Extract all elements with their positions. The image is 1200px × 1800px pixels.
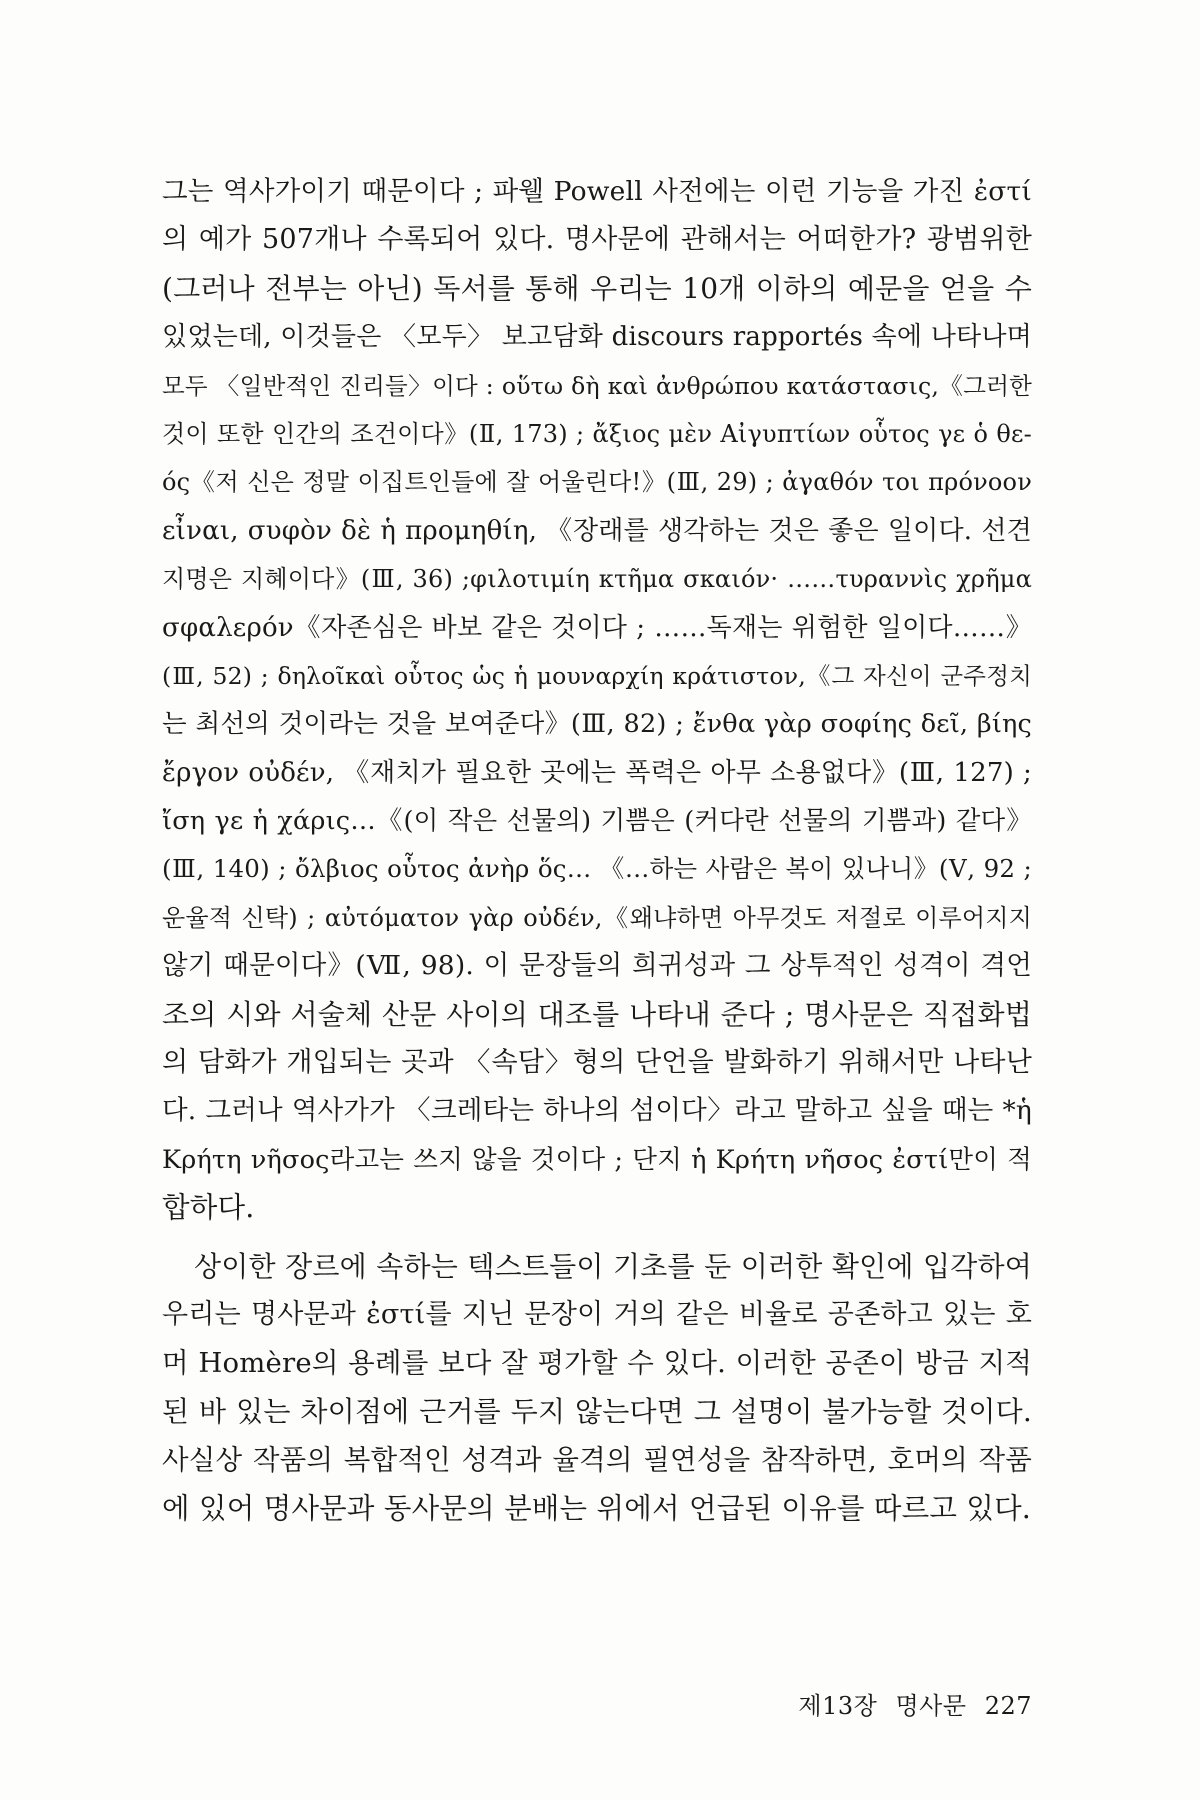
text-line: 모두 〈일반적인 진리들〉이다 : οὕτω δὴ καὶ ἀνθρώπου κατάστασις,《그러한 [162,371,1032,400]
text-line: 사실상 작품의 복합적인 성격과 율격의 필연성을 참작하면, 호머의 작품 [162,1444,1032,1477]
text-line: 의 담화가 개입되는 곳과 〈속담〉형의 단언을 발화하기 위해서만 나타난 [162,1047,1032,1079]
text-line: (그러나 전부는 아닌) 독서를 통해 우리는 10개 이하의 예문을 얻을 수 [162,271,1032,305]
text-line: ός《저 신은 정말 이집트인들에 잘 어울린다!》(Ⅲ, 29) ; ἀγαθόν τοι πρόνοον [162,468,1032,497]
text-line: 그는 역사가이기 때문이다 ; 파웰 Powell 사전에는 이런 기능을 가진 ἐστί [162,176,1032,207]
paragraph-gap [162,1233,1032,1243]
text-line: 된 바 있는 차이점에 근거를 두지 않는다면 그 설명이 불가능할 것이다. [162,1394,1032,1428]
text-line: 있었는데, 이것들은 〈모두〉 보고담화 discours rapportés 속에 나타나며 [162,322,1032,353]
page-number: 227 [984,1692,1032,1720]
text-line: 않기 때문이다》(Ⅶ, 98). 이 문장들의 희귀성과 그 상투적인 성격이 격언 [162,950,1032,982]
running-footer [798,1686,1032,1721]
text-line: 우리는 명사문과 ἐστί를 지닌 문장이 거의 같은 비율로 공존하고 있는 호 [162,1298,1032,1330]
text-line: σφαλερόν《자존심은 바보 같은 것이다 ; ……독재는 위험한 일이다……》 [162,612,1032,643]
text-line: 것이 또한 인간의 조건이다》(Ⅱ, 173) ; ἄξιος μὲν Αἰγυπτίων οὗτος γε ὁ θε- [162,419,1032,448]
text-line: 지명은 지혜이다》(Ⅲ, 36) ;φιλοτιμίη κτῆμα σκαιόν· ……τυραννὶς χρῆμα [162,565,1032,594]
text-line: 운율적 신탁) ; αὐτόματον γὰρ οὐδέν,《왜냐하면 아무것도 저절로 이루어지지 [162,903,1032,932]
text-line: 조의 시와 서술체 산문 사이의 대조를 나타내 준다 ; 명사문은 직접화법 [162,997,1032,1031]
text-line: 머 Homère의 용례를 보다 잘 평가할 수 있다. 이러한 공존이 방금 지적 [162,1347,1032,1380]
text-line: ἔργον οὐδέν, 《재치가 필요한 곳에는 폭력은 아무 소용없다》(Ⅲ, 127) ; [162,757,1032,788]
text-line: 는 최선의 것이라는 것을 보여준다》(Ⅲ, 82) ; ἔνθα γὰρ σοφίης δεῖ, βίης [162,709,1032,740]
body-text [162,168,1032,1533]
text-line: Κρήτη νῆσος라고는 쓰지 않을 것이다 ; 단지 ἡ Κρήτη νῆσος ἐστί만이 적 [162,1144,1032,1175]
text-line: 합하다. [162,1191,255,1225]
text-line: 의 예가 507개나 수록되어 있다. 명사문에 관해서는 어떠한가? 광범위한 [162,224,1032,256]
text-line: (Ⅲ, 140) ; ὄλβιος οὗτος ἀνὴρ ὅς… 《…하는 사람은 복이 있나니》(Ⅴ, 92 ; [162,854,1032,884]
text-line: 상이한 장르에 속하는 텍스트들이 기초를 둔 이러한 확인에 입각하여 [194,1249,1032,1283]
chapter-number: 제13장 [798,1692,878,1720]
text-line: εἶναι, συφὸν δὲ ἡ προμηθίη, 《장래를 생각하는 것은 좋은 일이다. 선견 [162,515,1032,546]
text-line: 다. 그러나 역사가가 〈크레타는 하나의 섬이다〉라고 말하고 싶을 때는 *ἡ [162,1095,1032,1127]
text-line: 에 있어 명사문과 동사문의 분배는 위에서 언급된 이유를 따르고 있다. [162,1491,1032,1525]
paragraph-2 [162,1243,1032,1533]
paragraph-1 [162,168,1032,1233]
text-line: (Ⅲ, 52) ; δηλοῖκαὶ οὗτος ὡς ἡ μουναρχίη κράτιστον,《그 자신이 군주정치 [162,661,1032,690]
chapter-title: 명사문 [895,1692,967,1720]
text-line: ἴση γε ἡ χάρις…《(이 작은 선물의) 기쁨은 (커다란 선물의 기쁨과) 같다》 [162,806,1032,837]
